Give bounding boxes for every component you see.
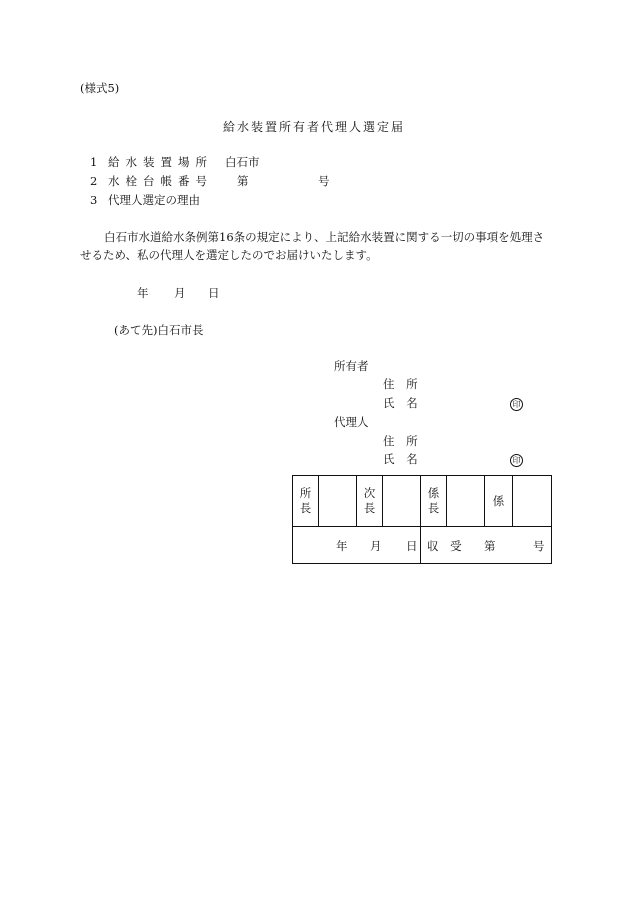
approval-stamp-cell[interactable] [319, 476, 357, 527]
date-year: 年 [137, 286, 149, 300]
approval-head-section-chief: 係 長 [421, 476, 447, 527]
agent-address-label: 住 所 [383, 434, 422, 448]
owner-heading: 所有者 [334, 359, 369, 373]
approval-receipt-no-suffix: 号 [533, 539, 545, 553]
approval-receipt-no-prefix: 第 [484, 539, 496, 553]
approval-receipt-label: 収 受 [427, 539, 466, 553]
approval-stamp-cell[interactable] [447, 476, 485, 527]
item-2-value-prefix: 第 [237, 174, 249, 188]
agent-seal-mark: 印 [510, 454, 523, 467]
item-1-number: 1 [90, 155, 98, 169]
item-1-value: 白石市 [225, 155, 260, 169]
item-2-value-suffix: 号 [318, 174, 330, 188]
approval-date-day: 日 [406, 539, 418, 553]
item-3-label: 代理人選定の理由 [108, 193, 200, 207]
approval-receipt-cell [421, 527, 552, 564]
approval-stamp-table [292, 475, 552, 564]
approval-stamp-cell[interactable] [513, 476, 552, 527]
approval-stamp-cell[interactable] [383, 476, 421, 527]
approval-head-staff: 係 [485, 476, 513, 527]
owner-address-label: 住 所 [383, 377, 422, 391]
agent-name-label: 氏 名 [383, 452, 422, 466]
approval-head-director: 所 長 [293, 476, 319, 527]
item-3-number: 3 [90, 193, 98, 207]
approval-date-month: 月 [370, 539, 382, 553]
item-2-label: 水栓台帳番号 [108, 174, 213, 188]
item-2-number: 2 [90, 174, 98, 188]
approval-date-year: 年 [336, 539, 348, 553]
date-month: 月 [174, 286, 186, 300]
body-text-line-2: せるため、私の代理人を選定したのでお届けいたします。 [80, 248, 378, 262]
approval-head-deputy: 次 長 [357, 476, 383, 527]
addressee: (あて先)白石市長 [114, 323, 204, 337]
body-text-line-1: 白石市水道給水条例第16条の規定により、上記給水装置に関する一切の事項を処理さ [104, 230, 545, 244]
agent-heading: 代理人 [334, 415, 369, 429]
item-1-label: 給水装置場所 [108, 155, 213, 169]
approval-date-cell [293, 527, 421, 564]
date-day: 日 [208, 286, 220, 300]
document-title: 給水装置所有者代理人選定届 [223, 120, 406, 134]
form-number: (様式5) [80, 81, 120, 95]
owner-name-label: 氏 名 [383, 396, 422, 410]
owner-seal-mark: 印 [510, 398, 523, 411]
